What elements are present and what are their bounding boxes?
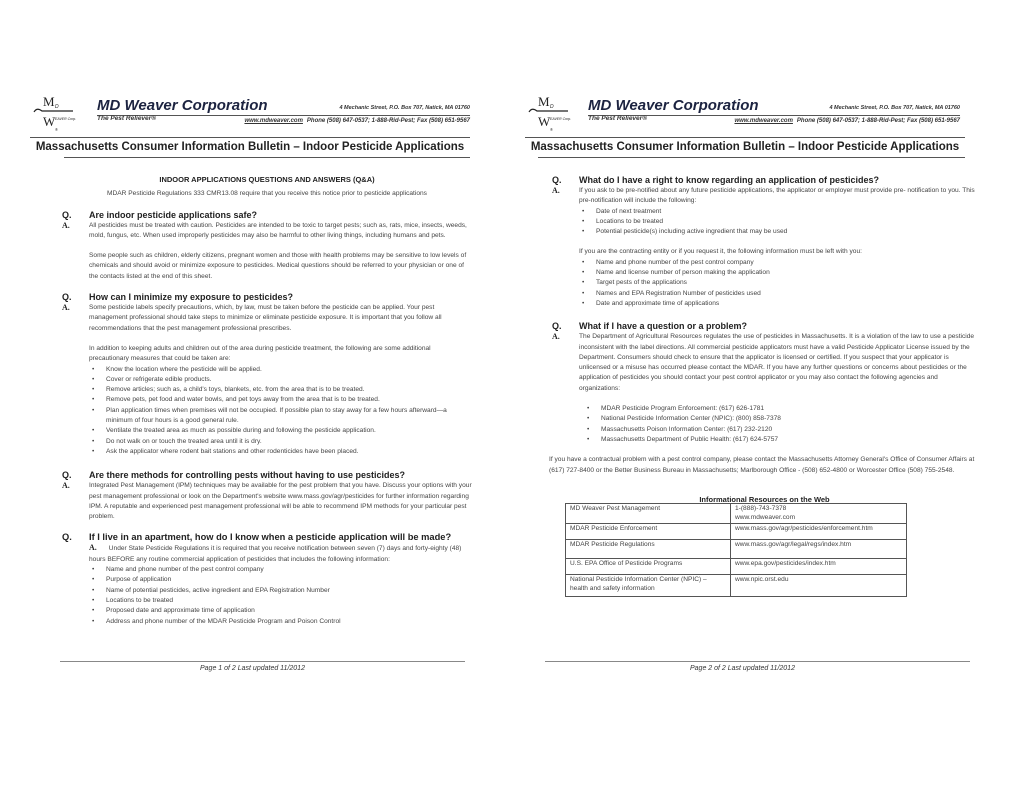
list-item: • Remove articles; such as, a child's toys, blankets, etc. from the area that is to be treated.: [89, 385, 472, 395]
answer-6: The Department of Agricultural Resources regulates the use of pesticides in Massachusetts. It is a violation of the law to use a pesticide inconsistent with the label directions. All commercial pesticide applicators must have a valid Pesticide Applicator License issued by the Department. Consumers should check to ensure that the applicator is licensed or certified. If you suspect that your applicator is unlicensed or a misuse has occurred please contact the MDAR. If you have any further questions or concerns about pesticides or the application of pesticides you should contact your pest control applicator or you may also contact the following agencies and organizations:: [579, 333, 975, 392]
list-item: • Cover or refrigerate edible products.: [89, 375, 472, 385]
bulletin-title: Massachusetts Consumer Information Bulletin – Indoor Pesticide Applications: [530, 141, 960, 153]
svg-text:EAVER Corp.: EAVER Corp.: [55, 117, 77, 121]
website-link[interactable]: www.mdweaver.com: [244, 118, 303, 124]
a-label: A.: [552, 186, 560, 195]
company-logo: [528, 92, 572, 132]
list-item: • National Pesticide Information Center (NPIC): (800) 858-7378: [584, 414, 977, 424]
a-label: A.: [89, 543, 97, 553]
tagline: The Pest Reliever®: [97, 115, 156, 122]
list-item: • Locations to be treated: [89, 596, 472, 606]
resource-link[interactable]: www.mdweaver.com: [735, 513, 796, 521]
company-address: 4 Mechanic Street, P.O. Box 707, Natick, MA 01760: [829, 105, 960, 111]
resource-name: MDAR Pesticide Enforcement: [566, 524, 731, 540]
list-item: • Locations to be treated: [579, 217, 977, 227]
contractual-problem-text: If you have a contractual problem with a pest control company, please contact the Massachusetts Attorney General's Office of Consumer Affairs at (617) 727-8400 or the Better Business Bureau in Massachusetts; Marlborough Office - (508) 652-4800 or Worcester Office (508) 755-2548.: [549, 456, 975, 474]
q-label: Q.: [62, 532, 72, 543]
company-address: 4 Mechanic Street, P.O. Box 707, Natick, MA 01760: [339, 105, 470, 111]
svg-text:M: M: [538, 94, 550, 109]
table-row: [566, 575, 907, 597]
company-name: MD Weaver Corporation: [588, 97, 759, 114]
list-item: • Massachusetts Poison Information Center: (617) 232-2120: [584, 425, 977, 435]
list-item: • Name of potential pesticides, active ingredient and EPA Registration Number: [89, 586, 472, 596]
table-row: [566, 559, 907, 575]
website-link[interactable]: www.mdweaver.com: [734, 118, 793, 124]
bulletin-title: Massachusetts Consumer Information Bulletin – Indoor Pesticide Applications: [35, 141, 465, 153]
list-item: • Do not walk on or touch the treated area until it is dry.: [89, 437, 472, 447]
resource-link[interactable]: www.mass.gov/agr/pesticides/enforcement.htm: [731, 524, 907, 540]
list-item: • Massachusetts Department of Public Health: (617) 624-5757: [584, 435, 977, 445]
question-1: Are indoor pesticide applications safe?: [89, 209, 258, 220]
answer-2b: In addition to keeping adults and children out of the area during pesticide treatment, the following are some additional precautionary measures that could be taken are:: [89, 344, 431, 363]
a-label: A.: [62, 220, 70, 230]
precautions-list: [89, 365, 472, 458]
svg-text:EAVER Corp.: EAVER Corp.: [550, 117, 572, 121]
answer-5b: If you are the contracting entity or if you request it, the following information must be left with you:: [579, 248, 862, 256]
list-item: • Plan application times when premises will not be occupied. If possible plan to stay away for a few hours afterward—a minimum of four hours is a good general rule.: [89, 406, 472, 427]
contact-info: Phone (508) 647-0537; 1-888-Rid-Pest; Fax (508) 651-9567: [306, 118, 470, 124]
company-logo: [33, 92, 77, 132]
list-item: • Proposed date and approximate time of application: [89, 606, 472, 616]
contact-info: Phone (508) 647-0537; 1-888-Rid-Pest; Fax (508) 651-9567: [796, 118, 960, 124]
list-item: • Purpose of application: [89, 575, 472, 585]
q-label: Q.: [552, 321, 562, 332]
svg-text:D: D: [55, 104, 59, 110]
answer-2: Some pesticide labels specify precautions, which, by law, must be taken before the pesticide can be applied. Your pest management professional should take steps to minimize or eliminate pesticide exposure. It is important that you follow all recommendations that the pest management professional prescribes.: [89, 304, 442, 332]
resources-table: [565, 503, 907, 597]
list-item: • Ventilate the treated area as much as possible during and following the pesticide application.: [89, 426, 472, 436]
list-item: • Remove pets, pet food and water bowls, and pet toys away from the area that is to be treated.: [89, 395, 472, 405]
a-label: A.: [552, 332, 560, 342]
resources-heading: Informational Resources on the Web: [699, 494, 830, 504]
table-row: [566, 504, 907, 524]
answer-1b: Some people such as children, elderly citizens, pregnant women and those with health problems may be sensitive to low levels of chemicals and should avoid or minimize exposure to pesticides. Medical questions should be referred to your physician or one of the contacts listed at the end of this sheet.: [89, 252, 467, 280]
list-item: • Date and approximate time of applications: [579, 299, 977, 309]
list-item: • Ask the applicator where rodent bait stations and other rodenticides have been placed.: [89, 447, 472, 457]
answer-1: All pesticides must be treated with caution. Pesticides are intended to be toxic to target pests; such as, rats, mice, insects, weeds, mold, fungus, etc. When used improperly pesticides may also be harmful to other living things, including humans and pets.: [89, 221, 467, 239]
resource-phone: 1-(888)-743-7378: [735, 505, 787, 512]
svg-text:®: ®: [550, 127, 553, 132]
question-4: If I live in an apartment, how do I know when a pesticide application will be made?: [89, 532, 452, 543]
svg-text:D: D: [550, 104, 554, 110]
answer-5: If you ask to be pre-notified about any future pesticide applications, the applicator or employer must provide pre- notification to you. This pre-notification will include the following:: [579, 187, 975, 205]
question-3: Are there methods for controlling pests without having to use pesticides?: [89, 470, 406, 481]
resource-link[interactable]: www.mass.gov/agr/legal/regs/index.htm: [731, 540, 907, 559]
list-item: • Name and phone number of the pest control company: [579, 258, 977, 268]
page-2-content: [549, 165, 977, 505]
page-1-footer: Page 1 of 2 Last updated 11/2012: [200, 665, 305, 672]
company-name: MD Weaver Corporation: [97, 97, 268, 114]
a-label: A.: [62, 303, 70, 313]
page-2-footer: Page 2 of 2 Last updated 11/2012: [690, 665, 795, 672]
svg-text:W: W: [43, 114, 56, 129]
qa-heading: INDOOR APPLICATIONS QUESTIONS AND ANSWERS (Q&A): [159, 175, 375, 184]
page-1-content: [62, 175, 472, 627]
q-label: Q.: [552, 175, 562, 185]
table-row: [566, 540, 907, 559]
a-label: A.: [62, 481, 70, 491]
resource-name: MD Weaver Pest Management: [566, 504, 731, 524]
resource-name: National Pesticide Information Center (NPIC) – health and safety information: [566, 575, 731, 597]
question-2: How can I minimize my exposure to pesticides?: [89, 292, 294, 303]
list-item: • Know the location where the pesticide will be applied.: [89, 365, 472, 375]
resource-name: U.S. EPA Office of Pesticide Programs: [566, 559, 731, 575]
notification-list: [89, 565, 472, 627]
answer-4: Under State Pesticide Regulations it is required that you receive notification between seven (7) days and forty-eighty (48) hours BEFORE any routine commercial application of pesticides that includes the following information:: [89, 545, 462, 563]
svg-text:®: ®: [55, 127, 58, 132]
q-label: Q.: [62, 470, 72, 481]
q-label: Q.: [62, 209, 72, 220]
resource-link[interactable]: www.npic.orst.edu: [731, 575, 907, 597]
list-item: • Date of next treatment: [579, 207, 977, 217]
resource-name: MDAR Pesticide Regulations: [566, 540, 731, 559]
resource-link[interactable]: www.epa.gov/pesticides/index.htm: [731, 559, 907, 575]
list-item: • Name and phone number of the pest control company: [89, 565, 472, 575]
tagline: The Pest Reliever®: [588, 115, 647, 122]
question-6: What if I have a question or a problem?: [579, 321, 748, 332]
list-item: • Address and phone number of the MDAR Pesticide Program and Poison Control: [89, 617, 472, 627]
intro-text: MDAR Pesticide Regulations 333 CMR13.08 require that you receive this notice prior to pesticide applications: [107, 190, 427, 198]
svg-text:W: W: [538, 114, 551, 129]
list-item: • Target pests of the applications: [579, 278, 977, 288]
table-row: [566, 524, 907, 540]
list-item: • Names and EPA Registration Number of pesticides used: [579, 289, 977, 299]
question-5: What do I have a right to know regarding an application of pesticides?: [579, 175, 880, 185]
svg-text:M: M: [43, 94, 55, 109]
q-label: Q.: [62, 292, 72, 303]
list-item: • Potential pesticide(s) including active ingredient that may be used: [579, 227, 977, 237]
list-item: • MDAR Pesticide Program Enforcement: (617) 626-1781: [584, 404, 977, 414]
list-item: • Name and license number of person making the application: [579, 268, 977, 278]
answer-3: Integrated Pest Management (IPM) techniques may be available for the pest problem that you have. Discuss your options with your pest management professional or look on the Department's website www.mass.gov/agr/pesticides for further information regarding IPM. A reputable and experienced pest management professional will be able to recommend IPM methods for your particular pest problem.: [89, 482, 472, 521]
